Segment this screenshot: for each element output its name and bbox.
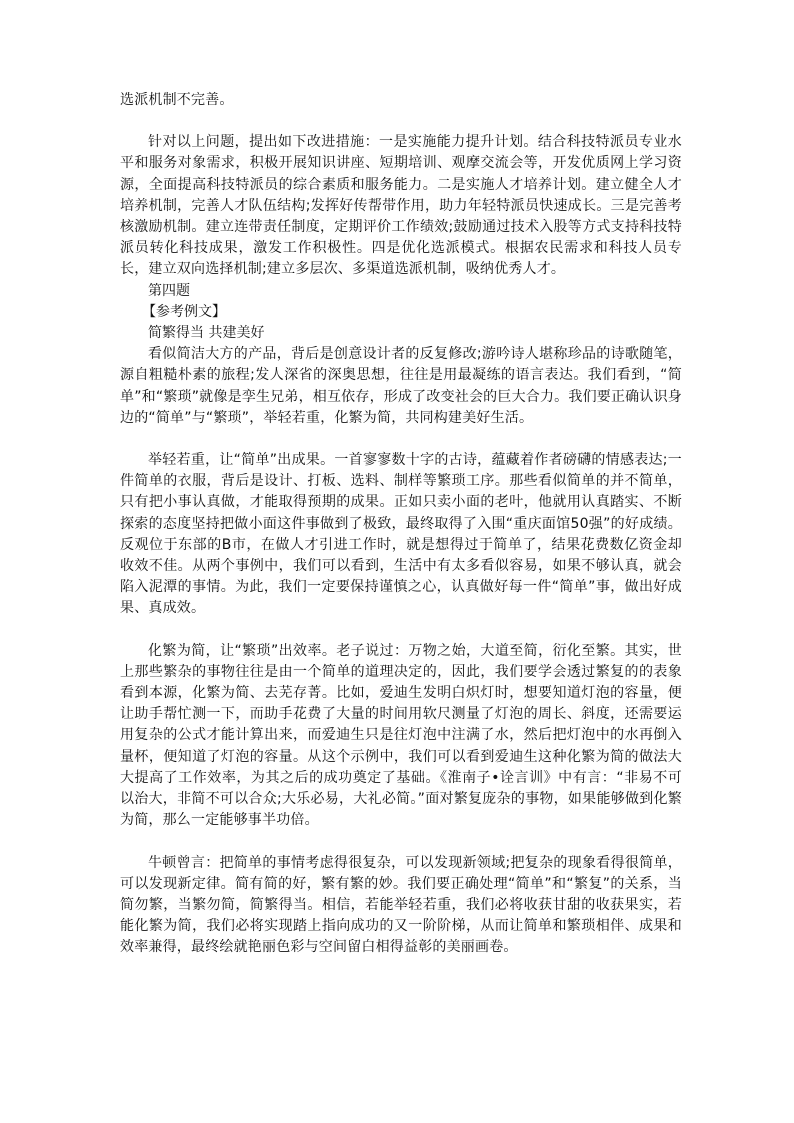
essay-paragraph-intro: 看似简洁大方的产品，背后是创意设计者的反复修改;游吟诗人堪称珍品的诗歌随笔，源自粗糙朴素的旅程;发人深省的深奥思想，往往是用最凝练的语言表达。我们看到，“简单”和“繁琐”就像是孪生兄弟，相互依存，形成了改变社会的巨大合力。我们要正确认识身边的“简单”与“繁琐”，举轻若重，化繁为简，共同构建美好生活。 bbox=[120, 346, 682, 426]
document-page bbox=[120, 90, 682, 959]
paragraph-improvement-measures: 针对以上问题，提出如下改进措施：一是实施能力提升计划。结合科技特派员专业水平和服务对象需求，积极开展知识讲座、短期培训、观摩交流会等，开发优质网上学习资源，全面提高科技特派员的综合素质和服务能力。二是实施人才培养计划。建立健全人才培养机制，完善人才队伍结构;发挥好传帮带作用，助力年轻特派员快速成长。三是完善考核激励机制。建立连带责任制度，定期评价工作绩效;鼓励通过技术入股等方式支持科技特派员转化科技成果，激发工作积极性。四是优化选派模式。根据农民需求和科技人员专长，建立双向选择机制;建立多层次、多渠道选派机制，吸纳优秀人才。 bbox=[120, 134, 682, 278]
essay-paragraph-conclusion: 牛顿曾言：把简单的事情考虑得很复杂，可以发现新领域;把复杂的现象看得很简单，可以发现新定律。简有简的好，繁有繁的妙。我们要正确处理“简单”和“繁复”的关系，当简勿繁，当繁勿简，简繁得当。相信，若能举轻若重，我们必将收获甘甜的收获果实，若能化繁为简，我们必将实现踏上指向成功的又一阶阶梯，从而让简单和繁琐相伴、成果和效率兼得，最终绘就艳丽色彩与空间留白相得益彰的美丽画卷。 bbox=[120, 854, 682, 956]
essay-title: 简繁得当 共建美好 bbox=[148, 325, 265, 342]
paragraph-gap bbox=[120, 111, 682, 132]
paragraph-gap bbox=[120, 429, 682, 450]
paragraph-gap bbox=[120, 620, 682, 641]
reference-essay-label: 【参考例文】 bbox=[142, 303, 226, 320]
paragraph-gap bbox=[120, 832, 682, 853]
question-heading: 第四题 bbox=[148, 282, 190, 299]
paragraph-continuation: 选派机制不完善。 bbox=[120, 92, 234, 108]
essay-paragraph-simple: 举轻若重，让“简单”出成果。一首寥寥数十字的古诗，蕴藏着作者磅礴的情感表达;一件简单的衣服，背后是设计、打板、选料、制样等繁琐工序。那些看似简单的并不简单，只有把小事认真做，才能取得预期的成果。正如只卖小面的老叶，他就用认真踏实、不断探索的态度坚持把做小面这件事做到了极致，最终取得了入围“重庆面馆50强”的好成绩。反观位于东部的B市，在做人才引进工作时，就是想得过于简单了，结果花费数亿资金却收效不佳。从两个事例中，我们可以看到，生活中有太多看似容易，如果不够认真，就会陷入泥潭的事情。为此，我们一定要保持谨慎之心，认真做好每一件“简单”事，做出好成果、真成效。 bbox=[120, 452, 682, 617]
essay-paragraph-complex: 化繁为简，让“繁琐”出效率。老子说过：万物之始，大道至简，衍化至繁。其实，世上那些繁杂的事物往往是由一个简单的道理决定的，因此，我们要学会透过繁复的的表象看到本源，化繁为简、去芜存菁。比如，爱迪生发明白炽灯时，想要知道灯泡的容量，便让助手帮忙测一下，而助手花费了大量的时间用软尺测量了灯泡的周长、斜度，还需要运用复杂的公式才能计算出来，而爱迪生只是往灯泡中注满了水，然后把灯泡中的水再倒入量杯，便知道了灯泡的容量。从这个示例中，我们可以看到爱迪生这种化繁为简的做法大大提高了工作效率，为其之后的成功奠定了基础。《淮南子•诠言训》中有言：“非易不可以治大，非简不可以合众;大乐必易，大礼必简。”面对繁复庞杂的事物，如果能够做到化繁为简，那么一定能够事半功倍。 bbox=[120, 642, 682, 829]
